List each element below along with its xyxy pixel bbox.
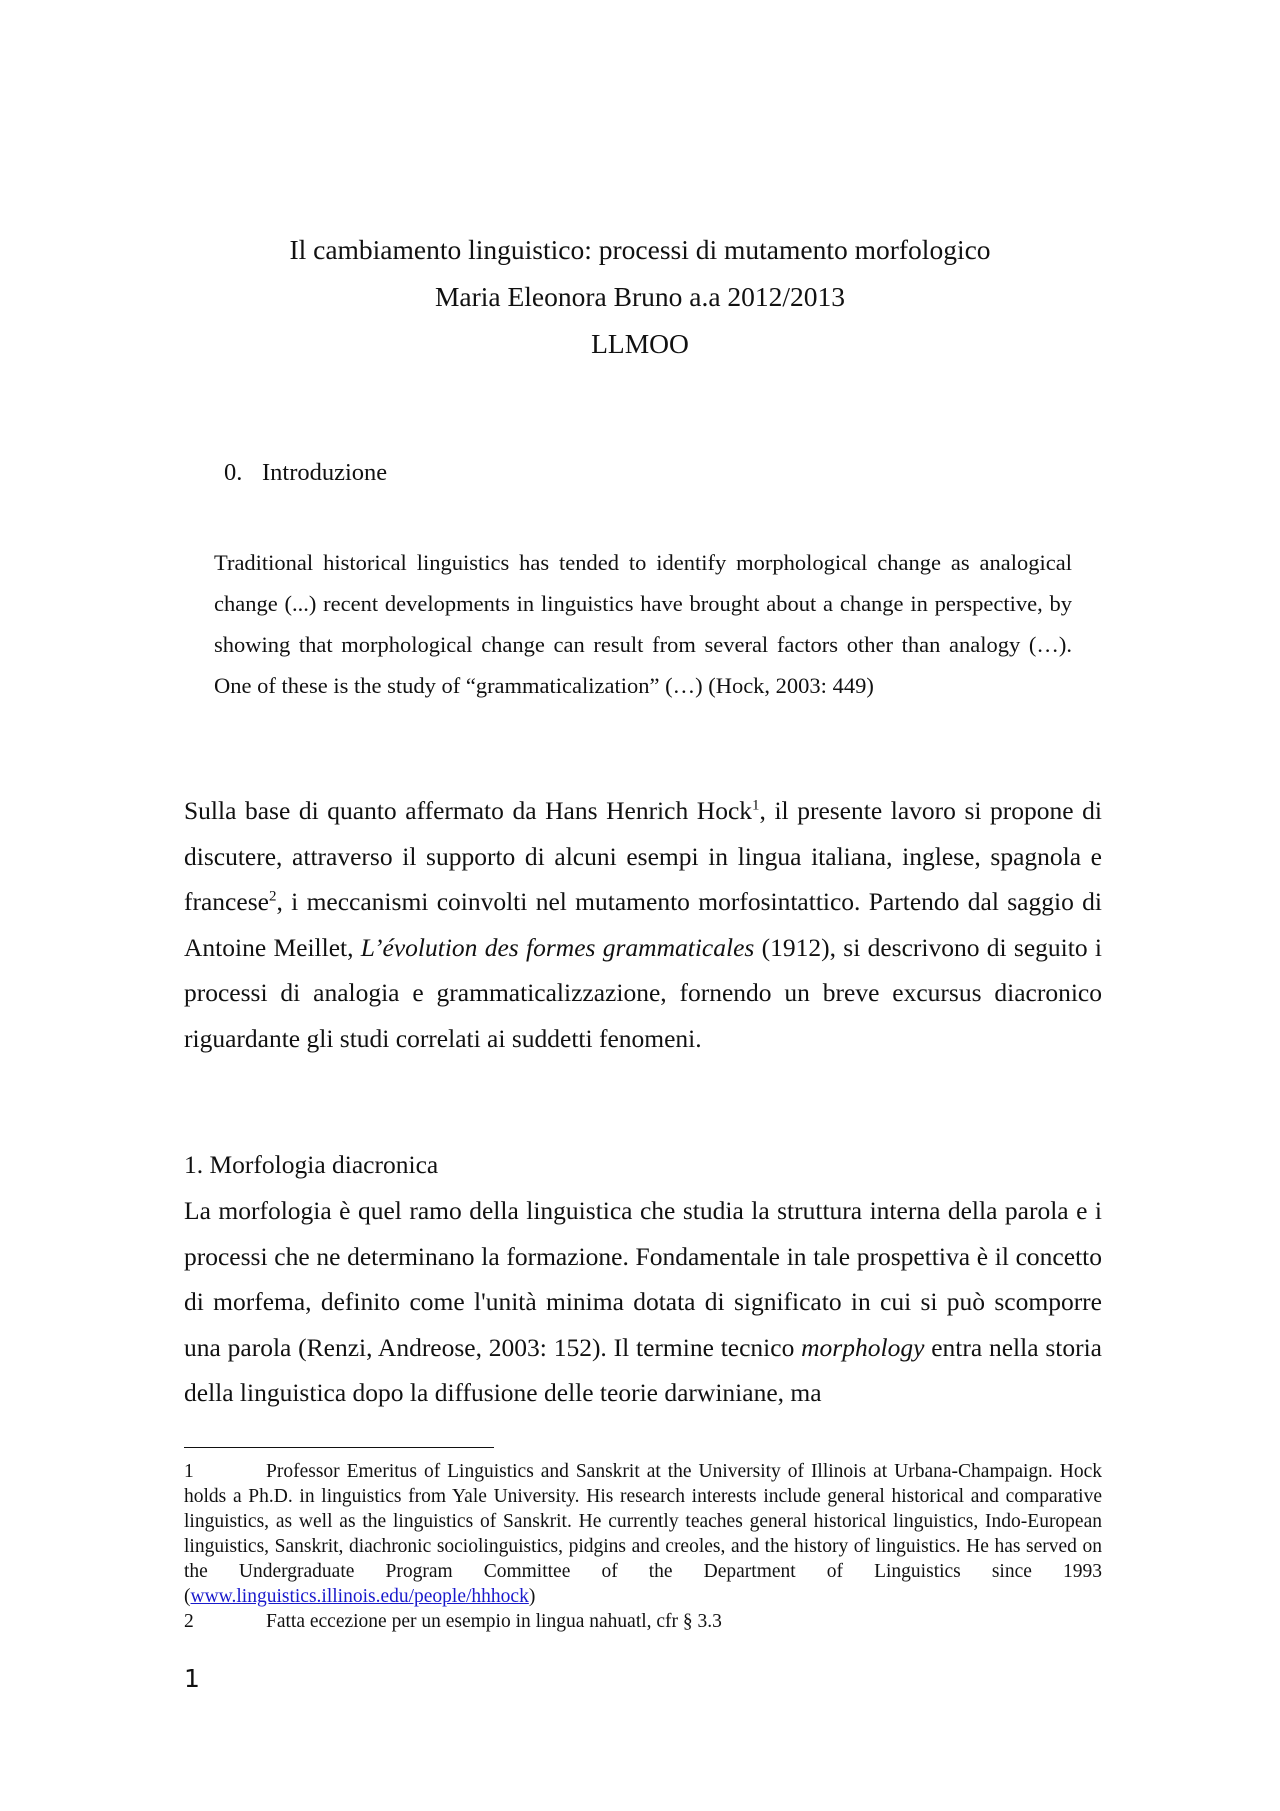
paragraph-text: , i meccanismi coinvolti nel mutamento morfosintattico. Partendo dal saggio di Antoine Meillet,	[184, 887, 1102, 962]
footnote-ref-1[interactable]: 1	[752, 797, 760, 814]
footnote-number: 1	[184, 1461, 194, 1482]
paragraph-text: La morfologia è quel ramo della linguistica che studia la struttura interna della parola e i processi che ne determinano la formazione. Fondamentale in tale prospettiva è il concetto di morfema, definito come l'unità minima dotata di significato in cui si può scomporre una parola (Renzi, Andreose, 2003: 152). Il termine tecnico	[184, 1196, 1102, 1362]
paragraph-text: entra nella storia della linguistica dopo la diffusione delle teorie darwiniane, ma	[184, 1332, 1102, 1407]
footnote-number: 2	[184, 1611, 194, 1632]
section-title: Introduzione	[262, 459, 388, 486]
footnotes	[184, 1459, 1102, 1634]
document-title: Il cambiamento linguistico: processi di mutamento morfologico	[289, 234, 991, 265]
footnote-1	[184, 1459, 1102, 1609]
block-quote: Traditional historical linguistics has tended to identify morphological change as analogical change (...) recent developments in linguistics have brought about a change in perspective, by showing that morphological change can result from several factors other than analogy (…). One of these is the study of “grammaticalization” (…) (Hock, 2003: 449)	[214, 550, 1072, 698]
paragraph-morfologia	[184, 1188, 1102, 1416]
work-title: L’évolution des formes grammaticales	[360, 932, 755, 962]
technical-term: morphology	[801, 1332, 925, 1362]
title-block	[0, 226, 1280, 367]
paragraph-text: , il presente lavoro si propone di discutere, attraverso il supporto di alcuni esempi in lingua italiana, inglese, spagnola e francese	[184, 796, 1102, 916]
author-line: Maria Eleonora Bruno a.a 2012/2013	[434, 281, 846, 312]
footnote-text-end: )	[528, 1586, 536, 1607]
footnote-text: Fatta eccezione per un esempio in lingua nahuatl, cfr § 3.3	[266, 1611, 722, 1632]
paragraph-intro	[184, 788, 1102, 1061]
section-heading-introduzione	[224, 458, 387, 488]
page-number: 1	[184, 1664, 200, 1693]
footnote-text: Professor Emeritus of Linguistics and Sanskrit at the University of Illinois at Urbana-Champaign. Hock holds a Ph.D. in linguistics from Yale University. His research interests include general historical and comparative linguistics, as well as the linguistics of Sanskrit. He currently teaches general historical linguistics, Indo-European linguistics, Sanskrit, diachronic sociolinguistics, pidgins and creoles, and the history of linguistics. He has served on the Undergraduate Program Committee of the Department of Linguistics since 1993 (	[184, 1461, 1102, 1607]
section-heading-morfologia: 1. Morfologia diacronica	[184, 1150, 439, 1179]
footnote-ref-2[interactable]: 2	[268, 888, 277, 905]
footnote-separator	[184, 1447, 494, 1448]
section-number: 0.	[224, 459, 243, 486]
paragraph-text: (1912), si descrivono di seguito i processi di analogia e grammaticalizzazione, fornendo un breve excursus diacronico riguardante gli studi correlati ai suddetti fenomeni.	[184, 932, 1102, 1053]
course-code: LLMOO	[591, 328, 689, 359]
paragraph-text: Sulla base di quanto affermato da Hans Henrich Hock	[184, 796, 753, 825]
footnote-link[interactable]: www.linguistics.illinois.edu/people/hhhock	[190, 1586, 529, 1607]
footnote-2	[184, 1609, 1102, 1634]
